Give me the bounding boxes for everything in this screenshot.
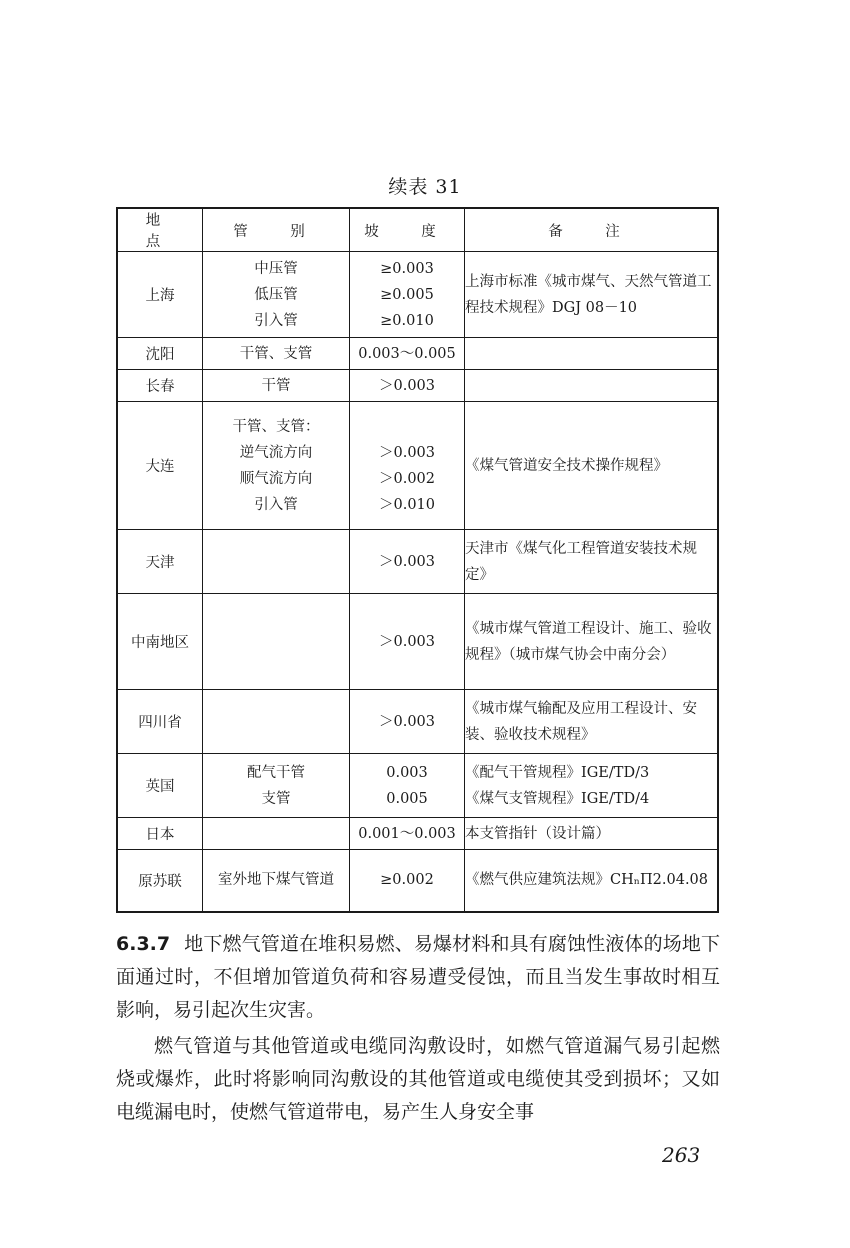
table-row [117, 530, 718, 594]
table-row [117, 690, 718, 754]
pipe-type: 引入管 [254, 496, 298, 513]
header-place: 地 点 [117, 208, 203, 252]
cell-place: 原苏联 [117, 850, 203, 912]
cell-note [465, 338, 719, 370]
table-caption: 续表 31 [388, 176, 462, 198]
cell-note: 《燃气供应建筑法规》CHₙΠ2.04.08 [465, 850, 719, 912]
table-header-row [117, 208, 718, 252]
cell-place: 英国 [117, 754, 203, 818]
cell-place: 中南地区 [117, 594, 203, 690]
cell-place: 长春 [117, 370, 203, 402]
slope-value [350, 414, 464, 440]
cell-pipe [203, 818, 350, 850]
pipe-type: 支管 [261, 790, 291, 807]
header-pipe: 管 别 [203, 208, 350, 252]
table-row [117, 850, 718, 912]
cell-note: 天津市《煤气化工程管道安装技术规定》 [465, 530, 719, 594]
note-line: 《煤气支管规程》IGE/TD/4 [465, 790, 650, 807]
cell-place: 上海 [117, 252, 203, 338]
cell-pipe [203, 754, 350, 818]
table-row [117, 754, 718, 818]
cell-slope [350, 402, 465, 530]
slope-value: 0.003 [386, 764, 428, 781]
slope-value: ≥0.003 [380, 260, 434, 277]
pipe-type: 逆气流方向 [239, 444, 313, 461]
table-row [117, 402, 718, 530]
pipe-type: 配气干管 [247, 764, 305, 781]
slope-value: ≥0.005 [380, 286, 434, 303]
slope-value: ＞0.002 [378, 470, 435, 487]
slope-value: 0.001～0.003 [358, 825, 456, 842]
cell-note: 《城市煤气输配及应用工程设计、安装、验收技术规程》 [465, 690, 719, 754]
slope-value: 0.005 [386, 790, 428, 807]
cell-pipe [203, 338, 350, 370]
page-number: 263 [662, 1143, 701, 1167]
cell-pipe [203, 530, 350, 594]
cell-pipe [203, 850, 350, 912]
table-row [117, 338, 718, 370]
cell-place: 沈阳 [117, 338, 203, 370]
table-row [117, 252, 718, 338]
pipe-type: 干管 [261, 377, 291, 394]
slope-value: ＞0.010 [378, 496, 435, 513]
cell-slope [350, 530, 465, 594]
header-slope: 坡 度 [350, 208, 465, 252]
pipe-type: 中压管 [254, 260, 298, 277]
cell-place: 天津 [117, 530, 203, 594]
cell-note [465, 370, 719, 402]
cell-pipe [203, 690, 350, 754]
pipe-type: 顺气流方向 [239, 470, 313, 487]
cell-slope [350, 690, 465, 754]
cell-pipe [203, 370, 350, 402]
paragraph-1-text: 地下燃气管道在堆积易燃、易爆材料和具有腐蚀性液体的场地下面通过时，不但增加管道负荷和容易遭受侵蚀，而且当发生事故时相互影响，易引起次生灾害。 [116, 933, 720, 1021]
cell-slope [350, 338, 465, 370]
cell-note [465, 754, 719, 818]
cell-pipe [203, 252, 350, 338]
slope-value: ≥0.002 [380, 872, 434, 889]
cell-pipe [203, 402, 350, 530]
paragraph-6-3-7 [116, 928, 720, 1027]
cell-note: 《煤气管道安全技术操作规程》 [465, 402, 719, 530]
cell-place: 大连 [117, 402, 203, 530]
pipe-type: 干管、支管 [239, 345, 313, 362]
cell-slope [350, 818, 465, 850]
slope-value: ≥0.010 [380, 312, 434, 329]
table-row [117, 818, 718, 850]
slope-value: ＞0.003 [378, 553, 435, 570]
slope-value: ＞0.003 [378, 377, 435, 394]
cell-slope [350, 594, 465, 690]
cell-note: 《城市煤气管道工程设计、施工、验收规程》（城市煤气协会中南分会） [465, 594, 719, 690]
section-number: 6.3.7 [116, 933, 171, 955]
slope-value: ＞0.003 [378, 444, 435, 461]
slope-value: ＞0.003 [378, 713, 435, 730]
cell-pipe [203, 594, 350, 690]
pipe-type: 干管、支管： [232, 418, 320, 435]
paragraph-2: 燃气管道与其他管道或电缆同沟敷设时，如燃气管道漏气易引起燃烧或爆炸，此时将影响同沟敷设的其他管道或电缆使其受到损坏；又如电缆漏电时，使燃气管道带电，易产生人身安全事 [116, 1035, 720, 1123]
cell-slope [350, 370, 465, 402]
pipe-type: 低压管 [254, 286, 298, 303]
cell-slope [350, 754, 465, 818]
cell-place: 四川省 [117, 690, 203, 754]
header-note: 备 注 [465, 208, 719, 252]
cell-note: 上海市标准《城市煤气、天然气管道工程技术规程》DGJ 08－10 [465, 252, 719, 338]
table-row [117, 594, 718, 690]
cell-note: 本支管指针（设计篇） [465, 818, 719, 850]
pipe-type: 引入管 [254, 312, 298, 329]
slope-value: ＞0.003 [378, 633, 435, 650]
note-line: 《配气干管规程》IGE/TD/3 [465, 764, 650, 781]
pipe-type: 室外地下煤气管道 [218, 872, 334, 889]
cell-slope [350, 850, 465, 912]
table-row [117, 370, 718, 402]
slope-table [116, 207, 719, 913]
cell-slope [350, 252, 465, 338]
cell-place: 日本 [117, 818, 203, 850]
slope-value: 0.003～0.005 [358, 345, 456, 362]
